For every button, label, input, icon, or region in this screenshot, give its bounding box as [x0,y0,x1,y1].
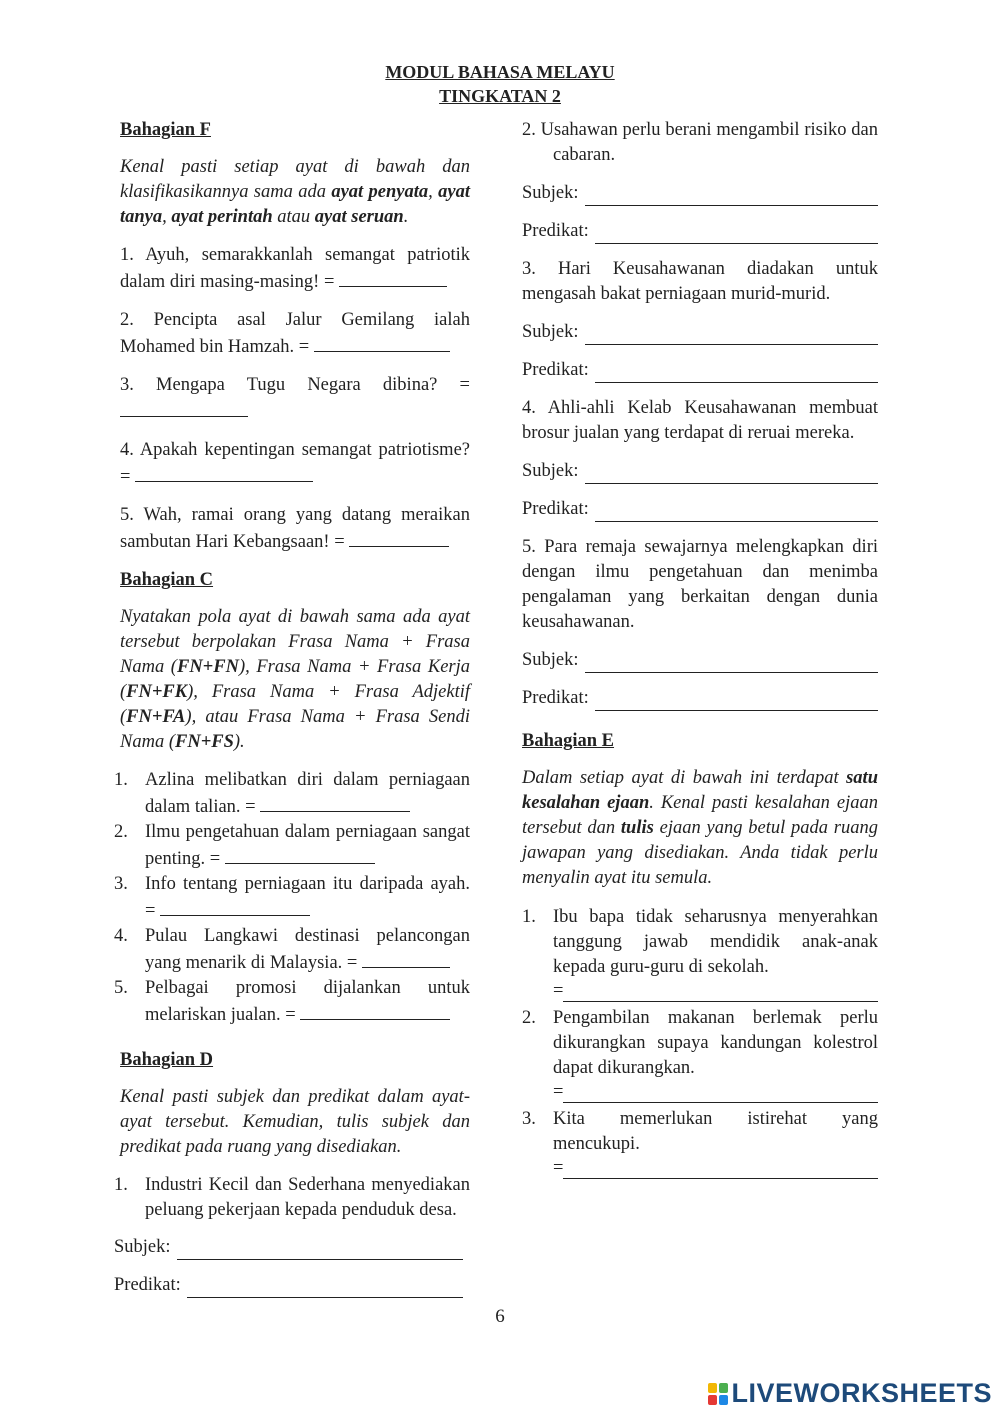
instruction-segment: Kenal pasti setiap ayat di bawah dan klasifikasikannya sama ada [120,157,470,202]
section-d-question-4: 4. Ahli-ahli Kelab Keusahawanan membuat brosur jualan yang terdapat di reruai mereka. [522,398,878,443]
instruction-segment: ejaan yang betul pada ruang jawapan yang disediakan. Anda tidak perlu menyalin ayat itu semula. [522,818,878,888]
answer-blank[interactable] [595,364,878,383]
instruction-segment: FN+FA [126,707,186,727]
answer-blank[interactable] [585,326,878,345]
answer-blank[interactable] [339,268,447,287]
instruction-segment: ). [233,732,245,752]
predikat-answer-line: Predikat: [522,219,878,244]
instruction-segment: ), atau Frasa Nama + Frasa Sendi Nama ( [120,707,470,752]
section-e-question-2: 2. Pengambilan makanan berlemak perlu dikurangkan supaya kandungan kolestrol dapat dikurangkan. = [522,1008,878,1102]
logo-blocks-icon [708,1383,728,1405]
predikat-answer-line: Predikat: [522,686,878,711]
answer-blank[interactable] [595,692,878,711]
answer-blank[interactable] [585,465,878,484]
answer-blank[interactable] [187,1279,463,1298]
right-column [522,118,878,1193]
answer-blank[interactable] [563,985,878,1002]
section-e-question-3: 3. Kita memerlukan istirehat yang mencukupi. = [522,1109,878,1178]
instruction-segment: Dalam setiap ayat di bawah ini terdapat [522,768,847,788]
answer-line: = [553,980,878,1002]
instruction-segment: ), Frasa Nama + Frasa Adjektif ( [120,682,470,727]
section-e-question-1: 1. Ibu bapa tidak seharusnya menyerahkan tanggung jawab mendidik anak-anak kepada guru-guru di sekolah. = [522,907,878,1001]
section-d-question-2: 2. Usahawan perlu berani mengambil risiko dan cabaran. [522,120,878,165]
answer-line: = [553,1081,878,1103]
section-f-questions [120,243,470,555]
answer-blank[interactable] [260,793,410,812]
instruction-segment: Nyatakan pola ayat di bawah sama ada ayat tersebut berpolakan Frasa Nama + Frasa Nama ( [120,607,470,677]
predikat-answer-line: Predikat: [522,358,878,383]
section-f-question-3: 3. Mengapa Tugu Negara dibina? = [120,373,470,425]
answer-blank[interactable] [563,1086,878,1103]
section-e-questions [522,905,878,1179]
instruction-segment: ayat tanya [120,182,470,227]
instruction-segment: FN+FS [175,732,234,752]
answer-blank[interactable] [585,187,878,206]
section-d-instructions: Kenal pasti subjek dan predikat dalam ayat-ayat tersebut. Kemudian, tulis subjek dan predikat pada ruang yang disediakan. [120,1087,470,1157]
instruction-segment: ayat perintah [171,207,273,227]
answer-blank[interactable] [585,654,878,673]
instruction-segment: , [428,182,439,202]
instruction-segment: , [162,207,172,227]
answer-blank[interactable] [160,897,310,916]
section-f-instructions [120,155,470,230]
section-f-question-1: 1. Ayuh, semarakkanlah semangat patriotik dalam diri masing-masing! = [120,245,470,292]
brand-name: LIVEWORKSHEETS [731,1378,992,1408]
liveworksheets-logo [708,1378,992,1409]
section-f-question-2: 2. Pencipta asal Jalur Gemilang ialah Mohamed bin Hamzah. = [120,310,470,357]
answer-blank[interactable] [135,463,313,482]
section-d-question-1: 1. Industri Kecil dan Sederhana menyediakan peluang pekerjaan kepada penduduk desa. [114,1175,470,1220]
predikat-answer-line: Predikat: [522,497,878,522]
section-c-question-1: 1. Azlina melibatkan diri dalam perniagaan dalam talian. = [114,770,470,817]
section-d-question-5: 5. Para remaja sewajarnya melengkapkan diri dengan ilmu pengetahuan dan menimba pengalaman yang berkaitan dengan dunia keusahawanan. [522,537,878,632]
section-d-title: Bahagian D [120,1050,214,1070]
answer-blank[interactable] [349,528,449,547]
answer-blank[interactable] [362,949,450,968]
subjek-answer-line: Subjek: [522,320,878,345]
section-e-instructions [522,766,878,891]
instruction-segment: tulis [620,818,654,838]
answer-line: = [553,1157,878,1179]
section-f-question-5: 5. Wah, ramai orang yang datang meraikan sambutan Hari Kebangsaan! = [120,505,470,552]
answer-blank[interactable] [225,845,375,864]
subjek-answer-line: Subjek: [522,459,878,484]
instruction-segment: satu kesalahan ejaan [522,768,878,813]
subjek-answer-line: Subjek: [522,648,878,673]
answer-blank[interactable] [595,503,878,522]
section-c-question-4: 4. Pulau Langkawi destinasi pelancongan yang menarik di Malaysia. = [114,926,470,973]
instruction-segment: ayat penyata [331,182,429,202]
answer-blank[interactable] [120,398,248,417]
answer-blank[interactable] [563,1162,878,1179]
instruction-segment: ), Frasa Nama + Frasa Kerja ( [120,657,470,702]
instruction-segment: FN+FN [176,657,239,677]
instruction-segment: atau [272,207,315,227]
predikat-answer-line: Predikat: [114,1273,463,1298]
section-d-question-3: 3. Hari Keusahawanan diadakan untuk mengasah bakat perniagaan murid-murid. [522,259,878,304]
module-title: MODUL BAHASA MELAYU [385,62,615,82]
answer-blank[interactable] [314,333,450,352]
section-c-questions [114,768,470,1028]
page-number: 6 [495,1306,505,1327]
section-c-question-5: 5. Pelbagai promosi dijalankan untuk melariskan jualan. = [114,978,470,1025]
section-c-title: Bahagian C [120,570,214,590]
instruction-segment: . Kenal pasti kesalahan ejaan tersebut dan [522,793,878,838]
subjek-answer-line: Subjek: [114,1235,463,1260]
section-c-instructions [120,605,470,755]
section-c-question-3: 3. Info tentang perniagaan itu daripada ayah. = [114,874,470,921]
instruction-segment: FN+FK [126,682,188,702]
section-f-question-4: 4. Apakah kepentingan semangat patriotisme? = [120,440,470,487]
section-d-question-list [114,1173,470,1223]
section-e-title: Bahagian E [522,731,615,751]
subjek-answer-line: Subjek: [522,181,878,206]
section-f-title: Bahagian F [120,120,211,140]
answer-blank[interactable] [177,1241,463,1260]
left-column [114,118,470,1311]
answer-blank[interactable] [300,1001,450,1020]
instruction-segment: ayat seruan [314,207,404,227]
answer-blank[interactable] [595,225,878,244]
section-c-question-2: 2. Ilmu pengetahuan dalam perniagaan sangat penting. = [114,822,470,869]
instruction-segment: . [403,207,409,227]
module-level: TINGKATAN 2 [439,86,561,106]
